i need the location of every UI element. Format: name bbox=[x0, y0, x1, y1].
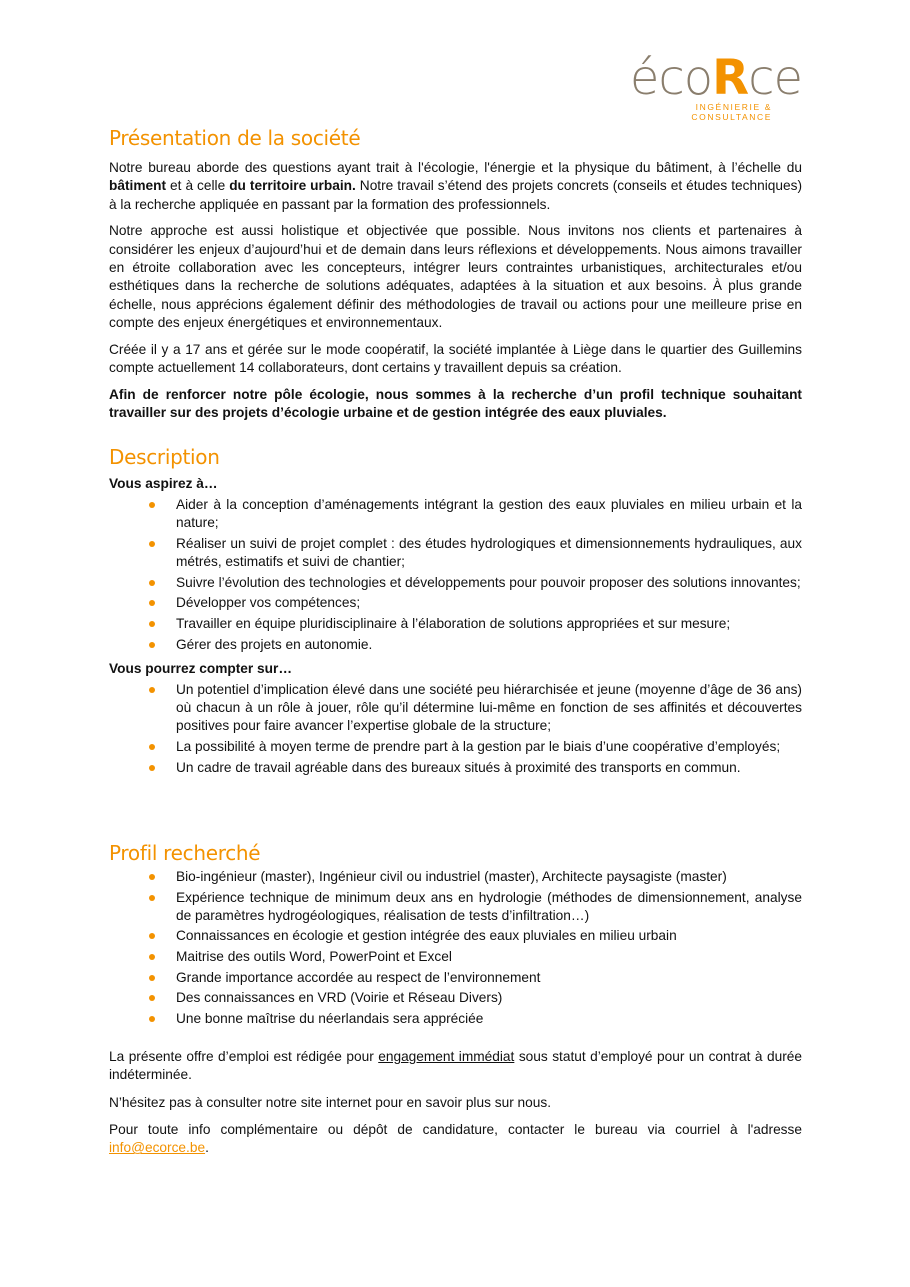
bullet-icon bbox=[149, 975, 155, 981]
bullet-icon bbox=[149, 933, 155, 939]
bullet-icon bbox=[149, 874, 155, 880]
bullet-icon bbox=[149, 502, 155, 508]
contact-paragraph: Pour toute info complémentaire ou dépôt de candidature, contacter le bureau via courriel à l'adresse info@ecorce.be. bbox=[109, 1121, 802, 1156]
description-heading: Description bbox=[109, 445, 220, 469]
benefits-subheading: Vous pourrez compter sur… bbox=[109, 660, 293, 676]
immediate-hiring-text: engagement immédiat bbox=[378, 1049, 515, 1064]
profile-list bbox=[109, 868, 802, 1028]
presentation-paragraph-2: Notre approche est aussi holistique et objectivée que possible. Nous invitons nos clients et partenaires à considérer les enjeux d’aujourd’hui et de demain dans leurs réflexions et développements. Nous aimons travailler en étroite collaboration avec les concepteurs, intégrer leurs contraintes urbanistiques, architecturales et/ou esthétiques dans la recherche de solutions adéquates, adaptées à la situation et aux besoins. À plus grande échelle, nous apprécions également définir des méthodologies de travail ou actions pour une meilleure prise en compte des enjeux énergétiques et environnementaux. bbox=[109, 223, 802, 330]
bullet-icon bbox=[149, 744, 155, 750]
list-item: Développer vos compétences; bbox=[109, 594, 802, 612]
list-item: Un cadre de travail agréable dans des bureaux situés à proximité des transports en commun. bbox=[109, 759, 802, 777]
presentation-paragraph-3: Créée il y a 17 ans et gérée sur le mode coopératif, la société implantée à Liège dans le quartier des Guillemins compte actuellement 14 collaborateurs, dont certains y travaillent depuis sa création. bbox=[109, 341, 802, 375]
list-item: Une bonne maîtrise du néerlandais sera appréciée bbox=[109, 1010, 802, 1028]
list-item: Grande importance accordée au respect de l’environnement bbox=[109, 969, 802, 987]
profile-heading: Profil recherché bbox=[109, 841, 261, 865]
list-item: Travailler en équipe pluridisciplinaire à l’élaboration de solutions appropriées et sur mesure; bbox=[109, 615, 802, 633]
list-item: Un potentiel d’implication élevé dans une société peu hiérarchisée et jeune (moyenne d’âge de 36 ans) où chacun à un rôle à jouer, rôle qu’il détermine lui-même en fonction de ses affinités et découvertes positives pour faire avancer l’expertise globale de la structure; bbox=[109, 681, 802, 736]
profile-section bbox=[109, 840, 802, 1030]
email-link[interactable]: info@ecorce.be bbox=[109, 1140, 206, 1156]
presentation-paragraph-4: Afin de renforcer notre pôle écologie, nous sommes à la recherche d’un profil technique souhaitant travailler sur des projets d’écologie urbaine et de gestion intégrée des eaux pluviales. bbox=[109, 386, 802, 421]
list-item: Des connaissances en VRD (Voirie et Réseau Divers) bbox=[109, 989, 802, 1007]
list-item: Bio-ingénieur (master), Ingénieur civil ou industriel (master), Architecte paysagiste (master) bbox=[109, 868, 802, 886]
bullet-icon bbox=[149, 541, 155, 547]
benefits-list bbox=[109, 681, 802, 777]
list-item: Expérience technique de minimum deux ans en hydrologie (méthodes de dimensionnement, analyse de paramètres hydrogéologiques, réalisation de tests d’infiltration…) bbox=[109, 889, 802, 926]
list-item: Connaissances en écologie et gestion intégrée des eaux pluviales en milieu urbain bbox=[109, 927, 802, 945]
logo-wordmark: écoRce bbox=[629, 50, 802, 106]
list-item: Réaliser un suivi de projet complet : des études hydrologiques et dimensionnements hydrauliques, aux métrés, estimatifs et suivi de chantier; bbox=[109, 535, 802, 572]
aspirations-subheading: Vous aspirez à… bbox=[109, 476, 218, 491]
bullet-icon bbox=[149, 687, 155, 693]
bullet-icon bbox=[149, 895, 155, 901]
list-item: Maitrise des outils Word, PowerPoint et Excel bbox=[109, 948, 802, 966]
bullet-icon bbox=[149, 580, 155, 586]
bullet-icon bbox=[149, 621, 155, 627]
presentation-heading: Présentation de la société bbox=[109, 126, 361, 150]
list-item: Suivre l’évolution des technologies et développements pour pouvoir proposer des solutions innovantes; bbox=[109, 574, 802, 592]
logo-tagline: INGÉNIERIE & CONSULTANCE bbox=[691, 102, 772, 122]
bullet-icon bbox=[149, 600, 155, 606]
bullet-icon bbox=[149, 642, 155, 648]
presentation-paragraph-1: Notre bureau aborde des questions ayant trait à l'écologie, l'énergie et la physique du bâtiment, à l’échelle du bâtiment et à celle du territoire urbain. Notre travail s’étend des projets concrets (conseils et études techniques) à la recherche appliquée en passant par la formation des professionnels. bbox=[109, 160, 802, 212]
description-section bbox=[109, 444, 802, 779]
bullet-icon bbox=[149, 765, 155, 771]
company-logo bbox=[612, 50, 802, 122]
contract-paragraph: La présente offre d’emploi est rédigée pour engagement immédiat sous statut d’employé pour un contrat à durée indéterminée. bbox=[109, 1049, 802, 1083]
list-item: Aider à la conception d’aménagements intégrant la gestion des eaux pluviales en milieu urbain et la nature; bbox=[109, 496, 802, 533]
presentation-section bbox=[109, 125, 802, 422]
website-paragraph: N’hésitez pas à consulter notre site internet pour en savoir plus sur nous. bbox=[109, 1094, 552, 1110]
list-item: Gérer des projets en autonomie. bbox=[109, 636, 802, 654]
bullet-icon bbox=[149, 954, 155, 960]
bullet-icon bbox=[149, 1016, 155, 1022]
closing-section bbox=[109, 1048, 802, 1157]
bullet-icon bbox=[149, 995, 155, 1001]
aspirations-list bbox=[109, 496, 802, 654]
list-item: La possibilité à moyen terme de prendre part à la gestion par le biais d’une coopérative d’employés; bbox=[109, 738, 802, 756]
